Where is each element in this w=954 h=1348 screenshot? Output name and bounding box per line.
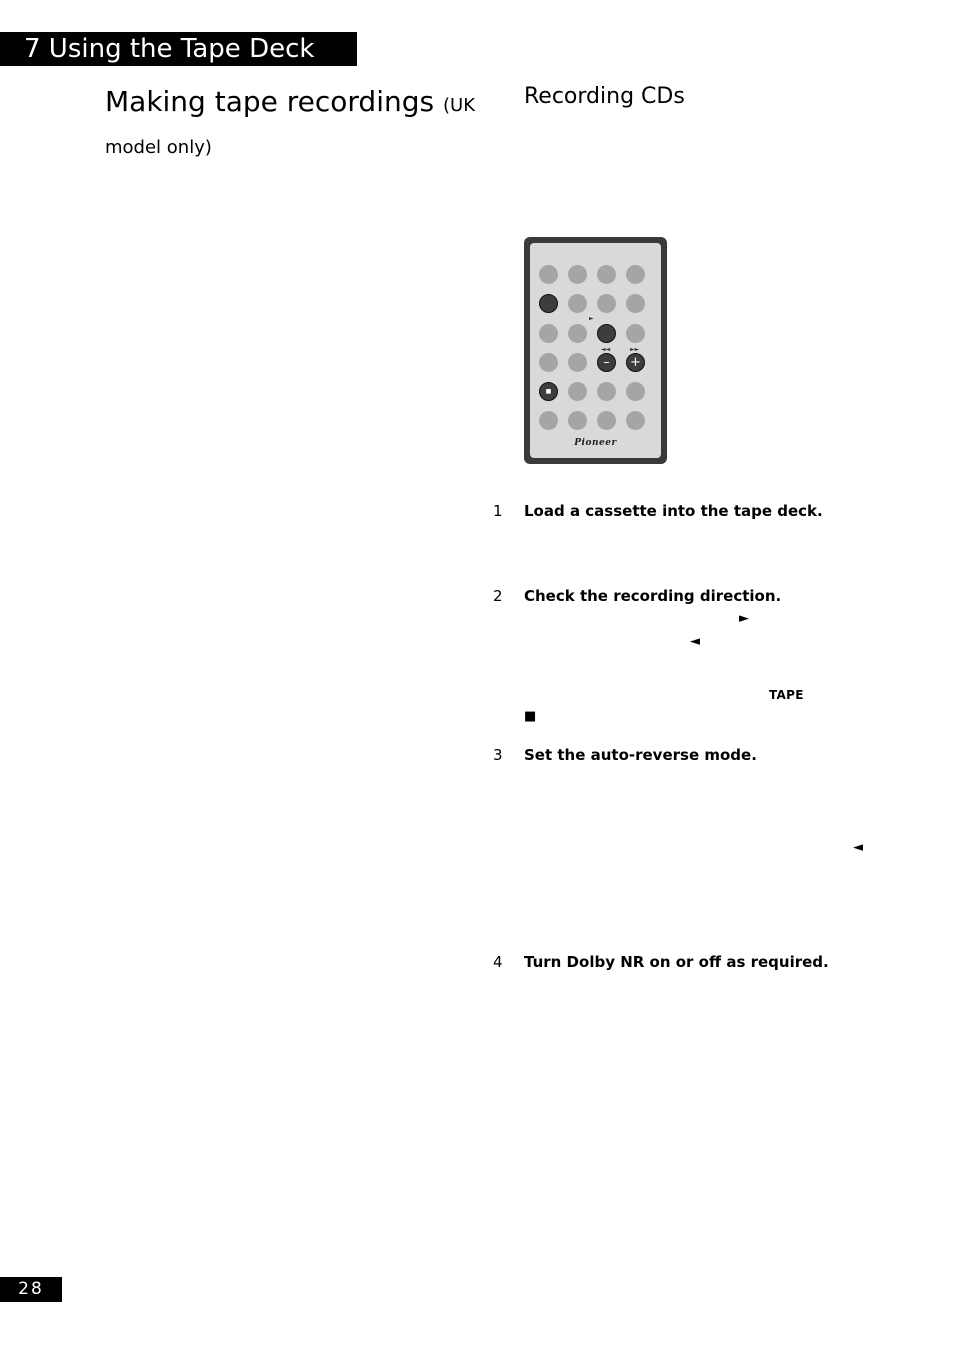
step-text: Check the recording direction.: [524, 587, 782, 605]
step-text: Turn Dolby NR on or off as required.: [524, 953, 829, 971]
stop-square-icon: ■: [524, 709, 537, 724]
title-main: Making tape recordings: [105, 85, 435, 118]
remote-button: [568, 382, 587, 401]
step-number: 2: [493, 587, 503, 605]
step-number: 4: [493, 953, 503, 971]
section-title: Recording CDs: [524, 84, 685, 109]
remote-button: [626, 382, 645, 401]
remote-stop-button: [539, 382, 558, 401]
step-number: 1: [493, 502, 503, 520]
next-mark: ►►: [630, 346, 640, 353]
remote-button: [626, 411, 645, 430]
step-text: Set the auto-reverse mode.: [524, 746, 757, 764]
remote-minus-button: [597, 353, 616, 372]
remote-button: [597, 265, 616, 284]
remote-button: [597, 382, 616, 401]
brand-logo: Pioneer: [574, 438, 617, 448]
remote-control-illustration: [524, 237, 667, 464]
remote-button: [568, 411, 587, 430]
title-line2: model only): [105, 137, 212, 158]
remote-button: [568, 265, 587, 284]
remote-button: [539, 265, 558, 284]
remote-plus-button: [626, 353, 645, 372]
step-1: [493, 501, 823, 521]
title-suffix: (UK: [443, 95, 476, 116]
remote-button: [568, 353, 587, 372]
remote-button: [626, 324, 645, 343]
remote-button: [568, 294, 587, 313]
step-number: 3: [493, 746, 503, 764]
remote-face: [530, 243, 661, 458]
step-3: [493, 745, 757, 765]
plus-icon: +: [630, 355, 641, 370]
remote-button: [597, 411, 616, 430]
page-title: [105, 82, 485, 168]
page-number: 28: [0, 1277, 62, 1302]
reverse-arrow-icon: ◄: [690, 634, 700, 649]
chapter-header: 7 Using the Tape Deck: [0, 32, 357, 66]
tape-label: TAPE: [769, 688, 804, 702]
remote-button: [626, 265, 645, 284]
remote-button: [539, 411, 558, 430]
play-mark: ►: [589, 315, 594, 322]
stop-icon: ■: [545, 388, 552, 395]
prev-mark: ◄◄: [601, 346, 611, 353]
minus-icon: –: [603, 355, 610, 370]
step-2: [493, 586, 781, 606]
step-text: Load a cassette into the tape deck.: [524, 502, 823, 520]
remote-button: [597, 294, 616, 313]
remote-button: [539, 324, 558, 343]
forward-arrow-icon: ►: [739, 611, 749, 626]
remote-button: [626, 294, 645, 313]
step-4: [493, 952, 829, 972]
remote-button-dark: [539, 294, 558, 313]
reverse-arrow-icon: ◄: [853, 840, 863, 855]
remote-button: [539, 353, 558, 372]
remote-button-dark: [597, 324, 616, 343]
remote-button: [568, 324, 587, 343]
